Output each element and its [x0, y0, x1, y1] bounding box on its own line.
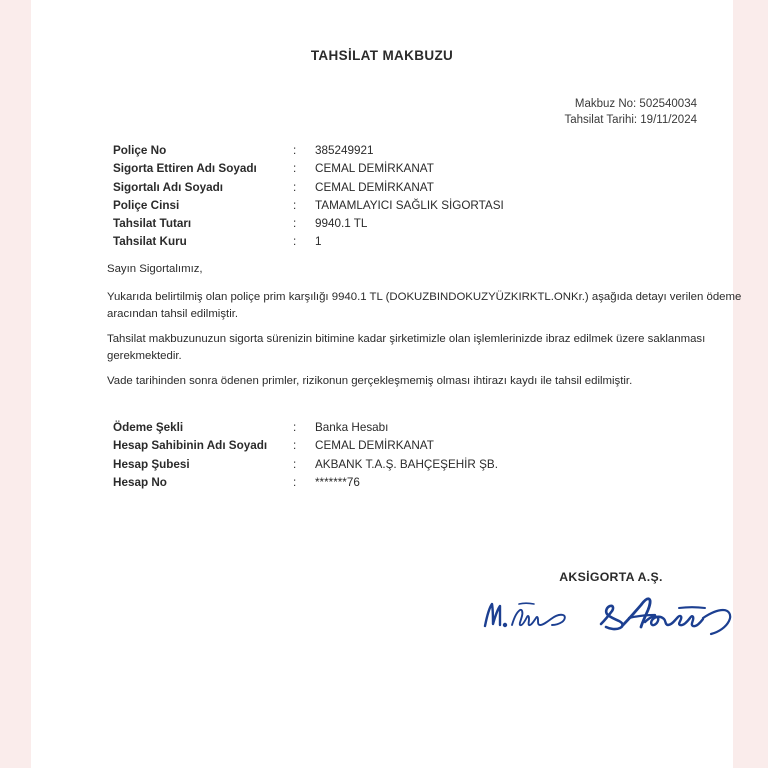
row-value: CEMAL DEMİRKANAT	[315, 439, 434, 453]
row-value: CEMAL DEMİRKANAT	[315, 162, 434, 176]
row-label: Sigorta Ettiren Adı Soyadı	[113, 162, 257, 176]
receipt-number: Makbuz No: 502540034	[574, 98, 697, 110]
row-separator: :	[293, 217, 297, 231]
body-paragraph-2: Tahsilat makbuzunuzun sigorta sürenizin bitimine kadar şirketimizle olan işlemlerinizde ibraz edilmek üzere saklanması gerekmektedir.	[107, 333, 706, 362]
table-row	[113, 179, 504, 197]
body-paragraph-3: Vade tarihinden sonra ödenen primler, rizikonun gerçekleşmemiş olması ihtirazı kaydı ile tahsil edilmiştir.	[107, 375, 633, 387]
table-row	[113, 215, 504, 233]
table-row	[113, 456, 498, 474]
company-name: AKSİGORTA A.Ş.	[559, 570, 663, 584]
row-value: AKBANK T.A.Ş. BAHÇEŞEHİR ŞB.	[315, 457, 498, 471]
row-separator: :	[293, 439, 297, 453]
table-row	[113, 474, 498, 492]
row-value: 1	[315, 235, 322, 249]
row-label: Sigortalı Adı Soyadı	[113, 180, 223, 194]
table-row	[113, 233, 504, 251]
row-label: Hesap No	[113, 475, 167, 489]
table-row	[113, 419, 498, 437]
receipt-date: Tahsilat Tarihi: 19/11/2024	[564, 114, 697, 126]
row-label: Tahsilat Tutarı	[113, 217, 192, 231]
table-row	[113, 160, 504, 178]
row-label: Poliçe Cinsi	[113, 198, 180, 212]
row-label: Hesap Şubesi	[113, 457, 190, 471]
row-value: Banka Hesabı	[315, 421, 389, 434]
row-label: Poliçe No	[113, 144, 167, 157]
row-label: Tahsilat Kuru	[113, 235, 187, 249]
payment-details-table	[113, 419, 498, 492]
table-row	[113, 437, 498, 455]
row-value: 385249921	[315, 144, 374, 157]
greeting-text: Sayın Sigortalımız,	[107, 263, 203, 275]
table-row	[113, 142, 504, 160]
row-value: 9940.1 TL	[315, 217, 368, 231]
row-separator: :	[293, 162, 297, 176]
row-label: Ödeme Şekli	[113, 421, 184, 434]
body-paragraph-1: Yukarıda belirtilmiş olan poliçe prim karşılığı 9940.1 TL (DOKUZBINDOKUZYÜZKIRKTL.ONKr.) aşağıda detayı verilen ödeme aracından tahsil edilmiştir.	[107, 291, 742, 320]
row-separator: :	[293, 457, 297, 471]
row-value: CEMAL DEMİRKANAT	[315, 180, 434, 194]
receipt-document	[31, 0, 742, 768]
row-value: TAMAMLAYICI SAĞLIK SİGORTASI	[315, 198, 504, 212]
table-row	[113, 197, 504, 215]
row-separator: :	[293, 475, 297, 489]
row-label: Hesap Sahibinin Adı Soyadı	[113, 439, 268, 453]
handwritten-signature-icon	[479, 588, 744, 644]
policy-details-table	[113, 142, 504, 252]
row-separator: :	[293, 235, 297, 249]
row-separator: :	[293, 144, 297, 157]
row-value: *******76	[315, 475, 360, 489]
row-separator: :	[293, 421, 297, 434]
row-separator: :	[293, 198, 297, 212]
signature-image	[479, 588, 744, 644]
receipt-header-meta	[564, 96, 697, 128]
page-title: TAHSİLAT MAKBUZU	[310, 48, 454, 63]
row-separator: :	[293, 180, 297, 194]
